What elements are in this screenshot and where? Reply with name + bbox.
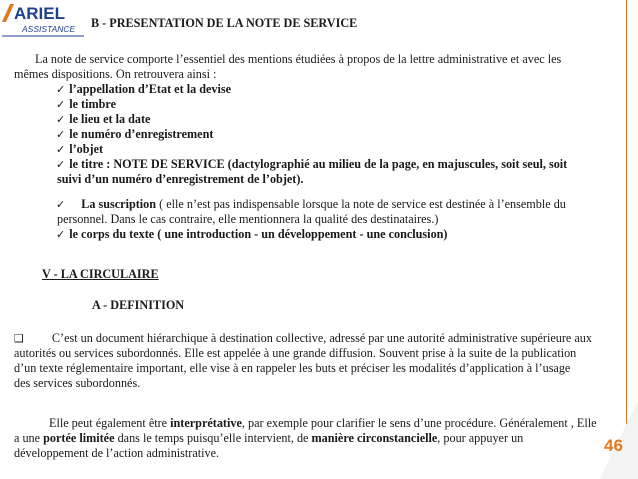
check-icon: ✓: [56, 98, 66, 111]
definition-line: autorités ou services subordonnés. Elle est appelée à une grande diffusion. Souvent prise à la suite de la publication: [14, 346, 577, 360]
logo-subtext: ASSISTANCE: [22, 24, 76, 34]
checkbox-bullet-icon: ❑: [14, 332, 24, 345]
list-item: ✓ le corps du texte ( une introduction - un développement - une conclusion): [56, 227, 448, 241]
intro-line-2: mêmes dispositions. On retrouvera ainsi :: [14, 67, 217, 81]
logo-text: ARIEL: [14, 4, 65, 23]
logo-graphic: [0, 0, 88, 40]
definition-line: ❑ C’est un document hiérarchique à destination collective, adressé par une autorité administrative supérieure aux: [14, 331, 592, 345]
definition-line: d’un texte réglementaire important, elle vise à en rappeler les buts et préciser les modalités d’application à l’usage: [14, 361, 571, 375]
list-item: ✓ le titre : NOTE DE SERVICE (dactylographié au milieu de la page, en majuscules, soit seul, soit: [56, 157, 568, 171]
page-number: 46: [604, 436, 623, 455]
list-item: ✓ le lieu et la date: [56, 112, 151, 126]
list-item: ✓ l’objet: [56, 142, 104, 156]
definition-line: des services subordonnés.: [14, 376, 141, 390]
check-icon: ✓: [56, 158, 66, 171]
section-heading-circulaire: V - LA CIRCULAIRE: [42, 267, 159, 281]
suscription-continuation: personnel. Dans le cas contraire, elle mentionnera la qualité des destinataires.): [57, 212, 439, 226]
check-icon: ✓: [56, 143, 66, 156]
list-item-continuation: suivi d’un numéro d’enregistrement de l’objet).: [57, 172, 304, 186]
list-item: ✓ le timbre: [56, 97, 117, 111]
suscription-line: ✓ La suscription ( elle n’est pas indispensable lorsque la note de service est destinée à l’ensemble du: [56, 197, 566, 211]
heading-presentation: B - PRESENTATION DE LA NOTE DE SERVICE: [91, 16, 358, 30]
paragraph-line: développement de l’action administrative.: [14, 446, 220, 460]
paragraph-line: a une portée limitée dans le temps puisqu’elle intervient, de manière circonstancielle, pour appuyer un: [14, 431, 524, 445]
ariel-assistance-logo: [0, 0, 88, 40]
heading-definition: A - DEFINITION: [92, 298, 185, 312]
check-icon: ✓: [56, 128, 66, 141]
check-icon: ✓: [56, 83, 66, 96]
check-icon: ✓: [56, 228, 66, 241]
check-icon: ✓: [56, 198, 66, 211]
list-item: ✓ l’appellation d’Etat et la devise: [56, 82, 232, 96]
check-icon: ✓: [56, 113, 66, 126]
list-item: ✓ le numéro d’enregistrement: [56, 127, 214, 141]
paragraph-line: Elle peut également être interprétative, par exemple pour clarifier le sens d’une procédure. Généralement , Elle: [49, 416, 597, 430]
intro-line-1: La note de service comporte l’essentiel des mentions étudiées à propos de la lettre administrative et avec les: [35, 52, 562, 66]
